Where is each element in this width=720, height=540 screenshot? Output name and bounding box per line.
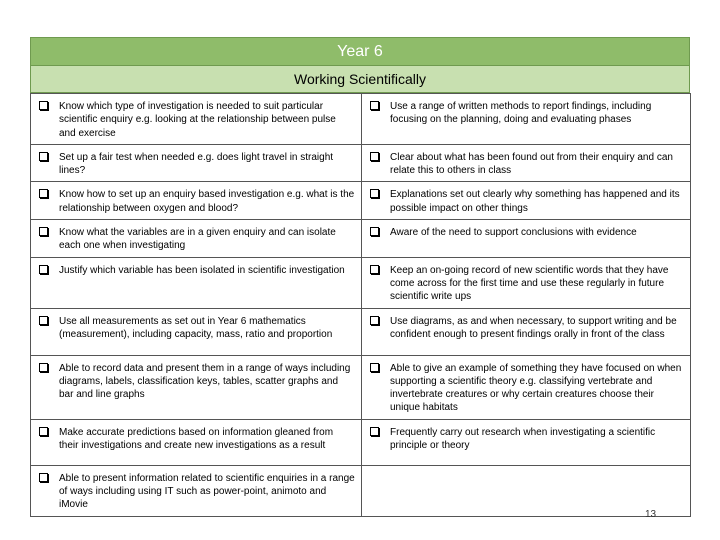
objective-cell: [31, 419, 362, 465]
objective-cell: [362, 94, 691, 145]
objective-cell: [31, 308, 362, 355]
curriculum-sheet: [30, 37, 690, 517]
checklist-item: [39, 188, 355, 215]
objective-cell: [362, 308, 691, 355]
objectives-table: [30, 93, 691, 517]
checkbox-bullet-icon: [370, 265, 379, 274]
checkbox-bullet-icon: [39, 101, 48, 110]
objective-text: Explanations set out clearly why something has happened and its possible impact on other things: [390, 189, 680, 214]
checkbox-bullet-icon: [39, 473, 48, 482]
table-row: [31, 257, 691, 308]
section-subtitle: Working Scientifically: [30, 66, 690, 93]
objective-cell: [362, 144, 691, 182]
objective-cell: [362, 220, 691, 258]
checkbox-bullet-icon: [39, 227, 48, 236]
checklist-item: [370, 426, 684, 453]
objective-text: Know which type of investigation is needed to suit particular scientific enquiry e.g. looking at the relationship between pulse and exercise: [59, 101, 336, 139]
checkbox-bullet-icon: [39, 189, 48, 198]
objective-cell: [31, 144, 362, 182]
objective-text: Keep an on-going record of new scientific words that they have come across for the first time and use these regularly in future scientific write ups: [390, 264, 669, 303]
checklist-item: [370, 188, 684, 215]
objective-text: Make accurate predictions based on information gleaned from their investigations and create new investigations as a result: [59, 426, 334, 452]
checklist-item: [39, 315, 355, 342]
objective-text: Able to present information related to scientific enquiries in a range of ways including using IT such as power-point, animoto and iMovie: [59, 472, 355, 511]
checkbox-bullet-icon: [370, 363, 379, 372]
objective-text: Use a range of written methods to report findings, including focusing on the planning, doing and evaluating phases: [390, 101, 652, 126]
checkbox-bullet-icon: [39, 152, 48, 161]
objective-cell: [362, 355, 691, 419]
checkbox-bullet-icon: [39, 316, 48, 325]
objective-cell: [31, 182, 362, 220]
table-row: [31, 465, 691, 516]
objective-text: Clear about what has been found out from their enquiry and can relate this to others in class: [390, 151, 673, 177]
table-row: [31, 419, 691, 465]
checkbox-bullet-icon: [39, 427, 48, 436]
checkbox-bullet-icon: [370, 189, 379, 198]
objective-text: Know what the variables are in a given enquiry and can isolate each one when investigating: [59, 227, 336, 252]
checklist-item: [39, 151, 355, 178]
checkbox-bullet-icon: [370, 152, 379, 161]
empty-cell: [362, 465, 691, 516]
objective-text: Use all measurements as set out in Year 6 mathematics (measurement), including capacity, mass, ratio and proportion: [59, 315, 333, 340]
checkbox-bullet-icon: [370, 227, 379, 236]
checkbox-bullet-icon: [370, 101, 379, 110]
page-title: Year 6: [30, 37, 690, 66]
objective-text: Set up a fair test when needed e.g. does light travel in straight lines?: [59, 151, 334, 177]
objective-cell: [362, 257, 691, 308]
checklist-item: [370, 226, 684, 239]
checklist-item: [39, 426, 355, 453]
page-number: 13: [645, 509, 657, 520]
objective-text: Able to give an example of something they have focused on when supporting a scientific theory e.g. classifying vertebrate and invertebrate creatures or why certain creatures choose their unique habitats: [390, 362, 682, 414]
checklist-item: [39, 362, 355, 402]
objective-text: Able to record data and present them in a range of ways including diagrams, labels, classification keys, tables, scatter graphs and bar and line graphs: [59, 362, 351, 401]
objective-text: Frequently carry out research when investigating a scientific principle or theory: [390, 426, 656, 452]
table-row: [31, 182, 691, 220]
checklist-item: [370, 362, 684, 415]
checklist-item: [39, 472, 355, 512]
checklist-item: [39, 100, 355, 140]
checklist-item: [370, 100, 684, 127]
checklist-item: [370, 151, 684, 178]
checklist-item: [39, 226, 355, 253]
objective-text: Know how to set up an enquiry based investigation e.g. what is the relationship between oxygen and blood?: [59, 189, 355, 214]
table-row: [31, 308, 691, 355]
checklist-item: [39, 264, 355, 277]
table-row: [31, 144, 691, 182]
objective-cell: [31, 257, 362, 308]
checkbox-bullet-icon: [370, 427, 379, 436]
checklist-item: [370, 315, 684, 342]
table-row: [31, 94, 691, 145]
objective-cell: [31, 465, 362, 516]
objective-text: Use diagrams, as and when necessary, to support writing and be confident enough to present findings orally in front of the class: [390, 315, 677, 340]
checkbox-bullet-icon: [39, 363, 48, 372]
checklist-item: [370, 264, 684, 304]
objective-cell: [31, 355, 362, 419]
checkbox-bullet-icon: [370, 316, 379, 325]
objective-cell: [362, 182, 691, 220]
objective-text: Aware of the need to support conclusions with evidence: [390, 227, 637, 239]
objective-cell: [31, 94, 362, 145]
objective-cell: [362, 419, 691, 465]
table-row: [31, 355, 691, 419]
table-row: [31, 220, 691, 258]
objective-cell: [31, 220, 362, 258]
objective-text: Justify which variable has been isolated in scientific investigation: [59, 264, 345, 276]
checkbox-bullet-icon: [39, 265, 48, 274]
